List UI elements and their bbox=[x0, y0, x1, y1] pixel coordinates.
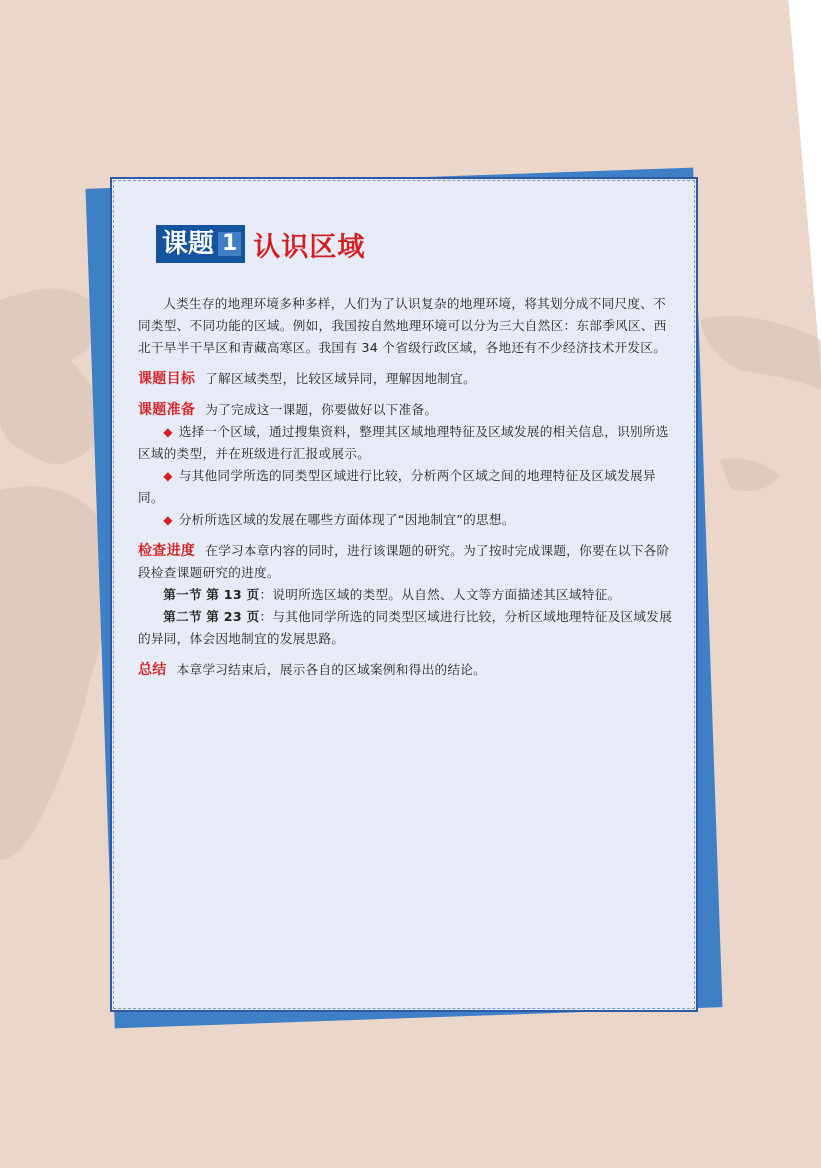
page-title: 认识区域 bbox=[253, 231, 366, 263]
diamond-bullet-icon: ◆ bbox=[163, 469, 173, 483]
progress-label: 检查进度 bbox=[138, 543, 196, 559]
title-badge bbox=[156, 225, 245, 263]
summary-paragraph bbox=[138, 659, 678, 681]
step-text: ：说明所选区域的类型。从自然、人文等方面描述其区域特征。 bbox=[259, 587, 621, 602]
step-page: 第 23 页 bbox=[206, 609, 260, 624]
goal-label: 课题目标 bbox=[138, 371, 196, 387]
prep-text: 为了完成这一课题，你要做好以下准备。 bbox=[205, 402, 438, 417]
goal-text: 了解区域类型，比较区域异同，理解因地制宜。 bbox=[205, 371, 476, 386]
diamond-bullet-icon: ◆ bbox=[163, 513, 173, 527]
prep-item-text: 与其他同学所选的同类型区域进行比较，分析两个区域之间的地理特征及区域发展异同。 bbox=[138, 468, 656, 505]
prep-label: 课题准备 bbox=[138, 402, 196, 418]
diamond-bullet-icon: ◆ bbox=[163, 425, 173, 439]
summary-text: 本章学习结束后，展示各自的区域案例和得出的结论。 bbox=[176, 662, 487, 677]
card-body bbox=[138, 293, 678, 681]
progress-step bbox=[138, 584, 678, 606]
progress-paragraph bbox=[138, 540, 678, 584]
title-number: 1 bbox=[218, 232, 241, 256]
title-row bbox=[156, 225, 365, 263]
prep-item bbox=[138, 509, 678, 531]
step-section: 第二节 bbox=[163, 609, 202, 624]
title-badge-label: 课题 bbox=[162, 229, 215, 259]
progress-step bbox=[138, 606, 678, 650]
prep-paragraph bbox=[138, 399, 678, 421]
step-page: 第 13 页 bbox=[206, 587, 260, 602]
step-section: 第一节 bbox=[163, 587, 202, 602]
content-card bbox=[110, 177, 698, 1012]
prep-item-text: 分析所选区域的发展在哪些方面体现了“因地制宜”的思想。 bbox=[178, 512, 515, 527]
intro-paragraph: 人类生存的地理环境多种多样，人们为了认识复杂的地理环境，将其划分成不同尺度、不同类型、不同功能的区域。例如，我国按自然地理环境可以分为三大自然区：东部季风区、西北干旱半干旱区和青藏高寒区。我国有 34 个省级行政区域，各地还有不少经济技术开发区。 bbox=[138, 296, 667, 355]
progress-text: 在学习本章内容的同时，进行该课题的研究。为了按时完成课题，你要在以下各阶段检查课题研究的进度。 bbox=[138, 543, 670, 580]
goal-paragraph bbox=[138, 368, 678, 390]
prep-item bbox=[138, 421, 678, 465]
summary-label: 总结 bbox=[138, 662, 167, 678]
prep-item bbox=[138, 465, 678, 509]
prep-item-text: 选择一个区域，通过搜集资料，整理其区域地理特征及区域发展的相关信息，识别所选区域的类型，并在班级进行汇报或展示。 bbox=[138, 424, 669, 461]
step-text: ：与其他同学所选的同类型区域进行比较，分析区域地理特征及区域发展的异同，体会因地制宜的发展思路。 bbox=[138, 609, 673, 646]
